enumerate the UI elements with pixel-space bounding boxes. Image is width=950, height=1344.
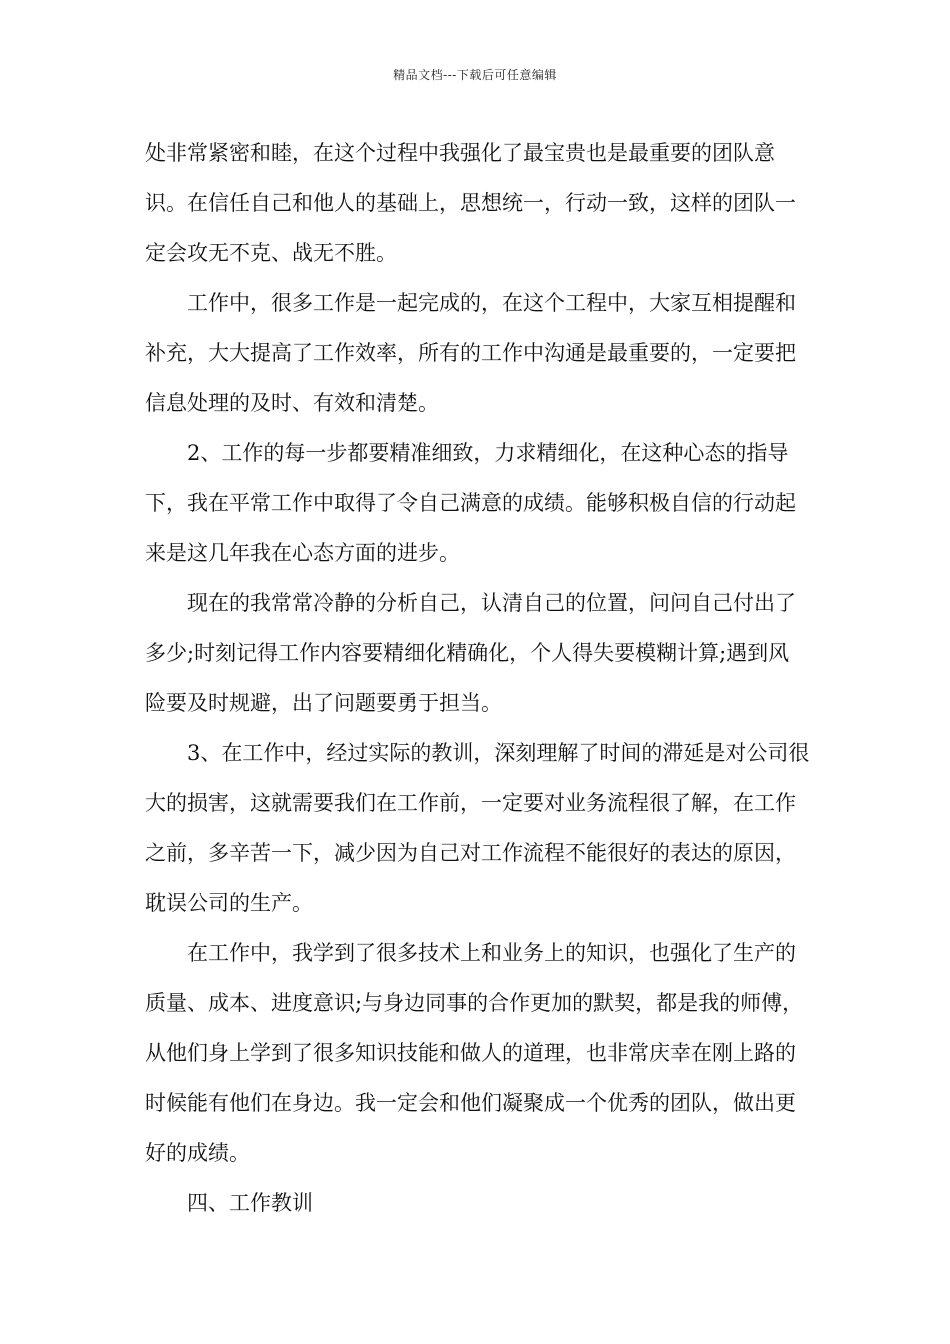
paragraph-6: 在工作中，我学到了很多技术上和业务上的知识，也强化了生产的质量、成本、进度意识;与身边同事的合作更加的默契，都是我的师傅，从他们身上学到了很多知识技能和做人的道理，也非常庆幸在刚上路的时候能有他们在身边。我一定会和他们凝聚成一个优秀的团队，做出更好的成绩。 [145,941,804,1165]
paragraph-1: 处非常紧密和睦，在这个过程中我强化了最宝贵也是最重要的团队意识。在信任自己和他人的基础上，思想统一，行动一致，这样的团队一定会攻无不克、战无不胜。 [145,141,796,265]
paragraph-4: 现在的我常常冷静的分析自己，认清自己的位置，问问自己付出了多少;时刻记得工作内容要精细化精确化，个人得失要模糊计算;遇到风险要及时规避，出了问题要勇于担当。 [145,591,796,715]
document-body [145,128,810,1228]
paragraph-2: 工作中，很多工作是一起完成的，在这个工程中，大家互相提醒和补充，大大提高了工作效率，所有的工作中沟通是最重要的，一定要把信息处理的及时、有效和清楚。 [145,291,796,415]
paragraph-5: 3、在工作中，经过实际的教训，深刻理解了时间的滞延是对公司很大的损害，这就需要我们在工作前，一定要对业务流程很了解，在工作之前，多辛苦一下，减少因为自己对工作流程不能很好的表达的原因，耽误公司的生产。 [145,741,810,915]
page-header: 精品文档---下载后可任意编辑 [393,68,557,82]
section-heading: 四、工作教训 [187,1191,313,1215]
paragraph-3: 2、工作的每一步都要精准细致，力求精细化，在这种心态的指导下，我在平常工作中取得了令自己满意的成绩。能够积极自信的行动起来是这几年我在心态方面的进步。 [145,441,796,565]
